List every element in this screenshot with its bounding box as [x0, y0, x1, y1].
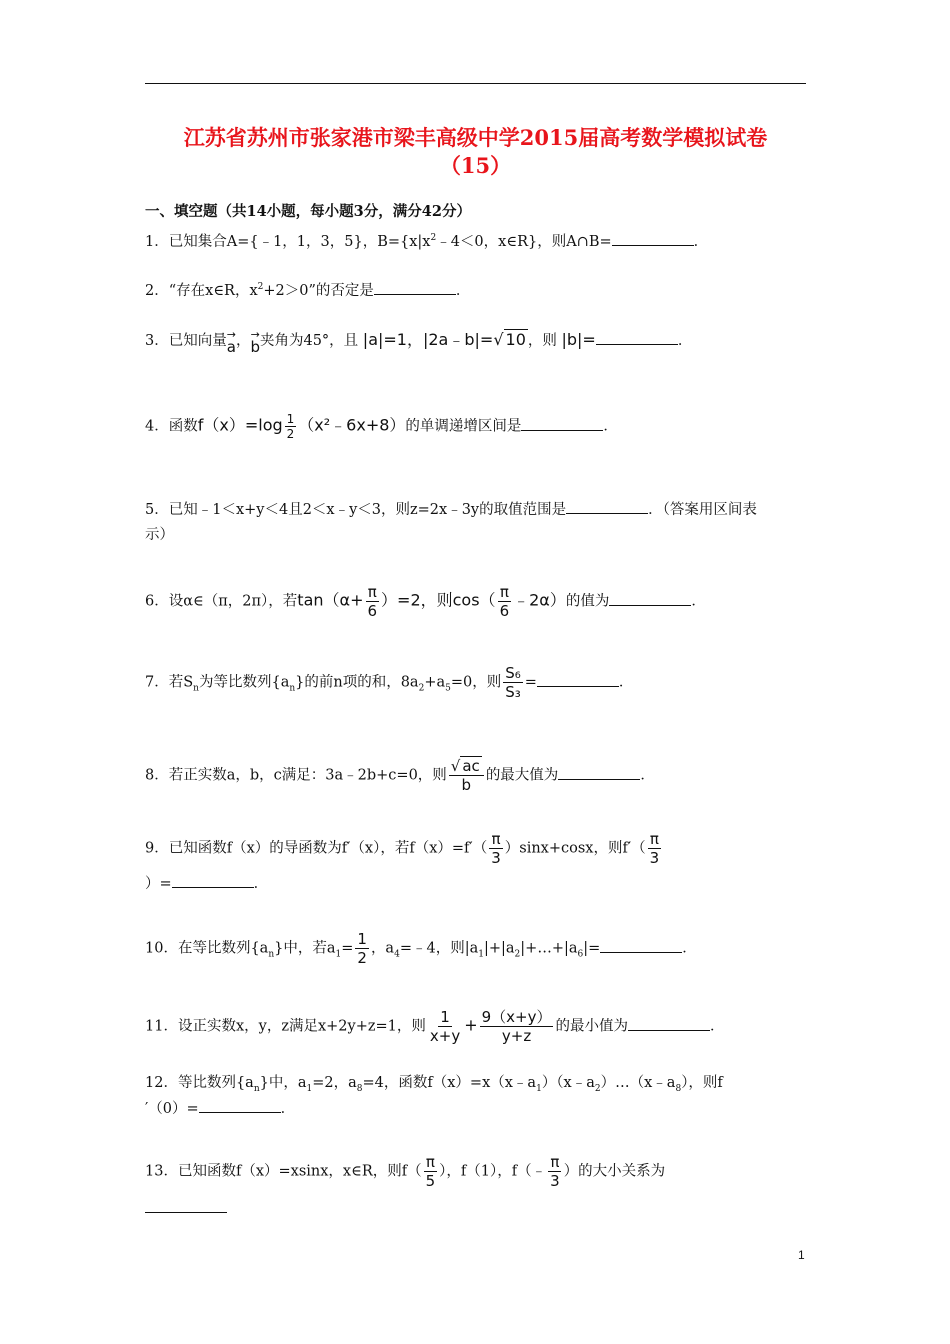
question-10: 10．在等比数列$\{a_n\}$中，若$a_1=$ $\frac{1}{2}$ ，$a_4=﹣4$，则$|a_1|+|a_2|+\dots+|a_6|=$ ． — [145, 930, 697, 967]
question-9: 9．已知函数f（x）的导函数为f′（x），若f（x）=f′（ $\frac{\pi}{3}$ ）sinx+cosx，则f′（ $\frac{\pi}{3}$ — [145, 830, 660, 867]
question-7: 7．若$S_n$为等比数列$\{a_n\}$的前n项的和，$8a_2+a_5=0$，则 $\frac{\text{S₆}}{\text{S₃}}$ = ． — [145, 664, 634, 701]
question-13: 13．已知函数f（x）=xsinx，x∈R，则f（ $\frac{\pi}{5}$ ），f（1），f（﹣ $\frac{\pi}{3}$ ）的大小关系为 — [145, 1153, 666, 1190]
answer-blank[interactable] — [521, 416, 603, 431]
question-3: 3．已知向量 → a ， → b 夹角为45°，且 |a|=1，|2a﹣b|=√ 10 ，则 |b|= ． — [145, 328, 693, 356]
page-title: 江苏省苏州市张家港市梁丰高级中学2015届高考数学模拟试卷 — [183, 125, 768, 150]
vector-b: → b — [250, 328, 260, 356]
fraction-s6-s3: $\frac{\text{S₆}}{\text{S₃}}$ — [505, 664, 521, 701]
answer-blank[interactable] — [172, 873, 254, 888]
question-6: 6．设α∈（π，2π），若tan（α+ $\frac{\pi}{6}$ ）=2，则cos（ $\frac{\pi}{6}$ ﹣2α）的值为 ． — [145, 583, 706, 620]
fraction-1-2: $\frac{1}{2}$ — [357, 930, 367, 967]
log-base: $\frac{1}{2}$ — [286, 412, 295, 441]
fraction-pi-3: $\frac{\pi}{3}$ — [649, 830, 660, 867]
fraction-pi-3: $\frac{\pi}{3}$ — [491, 830, 501, 867]
page-number: 1 — [798, 1248, 805, 1262]
question-11: 11．设正实数x，y，z满足x+2y+z=1，则 $\frac{1}{x+y}$ + $\frac{9(x+y)}{y+z}$ 的最小值为 ． — [145, 1008, 725, 1045]
question-1: 1．已知集合A={﹣1，1，3，5}，$B=\{x|x^2﹣4<0$，x∈R}，则A∩B= ． — [145, 226, 810, 254]
question-12: 12．等比数列$\{a_n\}$中，$a_1=2$，$a_8=4$，函数$f(x)=x(x﹣a_1)(x﹣a_2)\dots(x﹣a_8)$，则f — [145, 1075, 723, 1094]
fraction-9xy-yz: $\frac{9(x+y)}{y+z}$ — [481, 1008, 552, 1045]
question-2: 2．“存在x∈R，$x^2+2>0$”的否定是 ． — [145, 275, 810, 303]
fraction-pi-6: $\frac{\pi}{6}$ — [499, 583, 510, 620]
question-8: 8．若正实数a，b，c满足：3a﹣2b+c=0，则 $\frac{√ ac}{b}$ 的最大值为 ． — [145, 757, 655, 794]
fraction-pi-5: $\frac{\pi}{5}$ — [425, 1153, 436, 1190]
answer-blank[interactable] — [566, 499, 648, 514]
question-4: 4．函数f（x）=log $\frac{1}{2}$ （x²﹣6x+8）的单调递增区间是 ． — [145, 412, 618, 441]
answer-blank[interactable] — [145, 1212, 227, 1213]
top-rule — [145, 83, 806, 84]
question-5: 5．已知﹣1＜x+y＜4且2＜x﹣y＜3，则z=2x﹣3y的取值范围是 ．（答案用区间表 — [145, 498, 810, 522]
answer-blank[interactable] — [537, 672, 619, 687]
fraction-sqrt-ac-b: $\frac{√ ac}{b}$ — [449, 757, 484, 794]
page-title-line2: （15） — [439, 153, 512, 178]
answer-blank[interactable] — [609, 591, 691, 606]
section-heading: 一、填空题（共14小题，每小题3分，满分42分） — [145, 203, 471, 220]
answer-blank[interactable] — [558, 765, 640, 780]
question-5-cont: 示） — [145, 527, 174, 543]
question-9-cont: ）= ． — [145, 872, 810, 896]
answer-blank[interactable] — [612, 231, 694, 246]
vector-a: → a — [226, 328, 236, 356]
question-12-cont: ′（0）= ． — [145, 1097, 810, 1121]
answer-blank[interactable] — [374, 280, 456, 295]
fraction-pi-6: $\frac{\pi}{6}$ — [367, 583, 378, 620]
answer-blank[interactable] — [199, 1098, 281, 1113]
fraction-1-xy: $\frac{1}{x+y}$ — [429, 1008, 461, 1045]
answer-blank[interactable] — [596, 330, 678, 345]
fraction-pi-3: $\frac{\pi}{3}$ — [550, 1153, 560, 1190]
answer-blank[interactable] — [600, 938, 682, 953]
answer-blank[interactable] — [628, 1016, 710, 1031]
